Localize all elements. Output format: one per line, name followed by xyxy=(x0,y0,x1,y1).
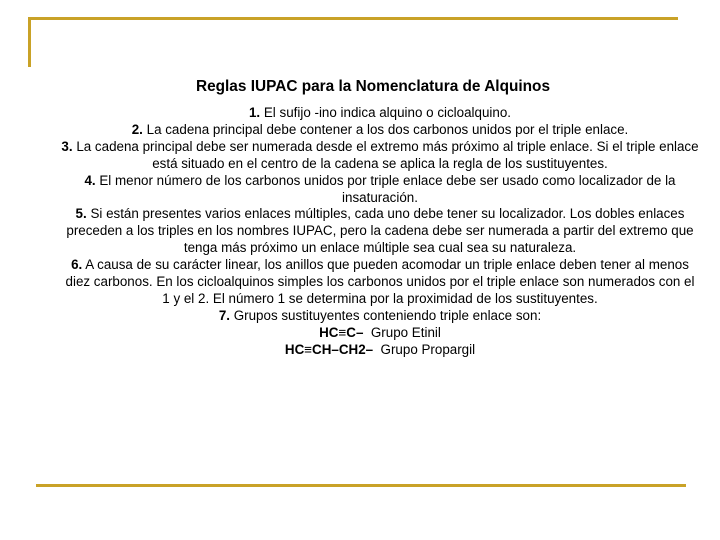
rule-number: 6. xyxy=(71,257,83,273)
rule-number: 5. xyxy=(75,206,87,222)
rule-text: El menor número de los carbonos unidos por triple enlace debe ser usado como localizador de la insaturación. xyxy=(99,172,676,205)
rule-7 xyxy=(60,308,700,325)
rule-text: Si están presentes varios enlaces múltiples, cada uno debe tener su localizador. Los dobles enlaces preceden a los triples en los nombres IUPAC, pero la cadena debe ser numerada a partir del extremo que tenga más próximo un enlace múltiple sea cual sea su naturaleza. xyxy=(66,206,694,256)
rule-text: La cadena principal debe ser numerada desde el extremo más próximo al triple enlace. Si el triple enlace está situado en el centro de la cadena se aplica la regla de los sustituyentes. xyxy=(76,138,699,171)
frame-top-line xyxy=(28,17,678,20)
slide-title: Reglas IUPAC para la Nomenclatura de Alquinos xyxy=(195,78,551,95)
frame-bottom-line xyxy=(36,484,686,487)
rule-number: 4. xyxy=(84,172,96,188)
rule-6 xyxy=(60,257,700,308)
rule-number: 3. xyxy=(61,138,73,154)
rule-3 xyxy=(60,139,700,173)
group-row-etinil xyxy=(60,325,700,342)
group-name: Grupo Propargil xyxy=(380,341,476,357)
rule-4 xyxy=(60,173,700,207)
group-name: Grupo Etinil xyxy=(370,324,441,340)
group-formula: HC≡C– xyxy=(319,324,364,340)
group-row-propargil xyxy=(60,342,700,359)
rule-text: El sufijo -ino indica alquino o cicloalquino. xyxy=(263,105,512,120)
rule-text: A causa de su carácter linear, los anillos que pueden acomodar un triple enlace deben tener al menos diez carbonos. En los cicloalquinos simples los carbonos unidos por el triple enlace son numerados con el 1 y el 2. El número 1 se determina por la proximidad de los sustituyentes. xyxy=(65,257,695,306)
rule-2 xyxy=(60,122,700,139)
rule-number: 2. xyxy=(131,121,143,137)
group-formula: HC≡CH–CH2– xyxy=(284,341,374,357)
slide-content xyxy=(60,77,700,359)
rule-text: Grupos sustituyentes conteniendo triple enlace son: xyxy=(233,307,542,323)
rule-text: La cadena principal debe contener a los dos carbonos unidos por el triple enlace. xyxy=(146,121,629,137)
rule-number: 1. xyxy=(248,105,261,120)
rule-1 xyxy=(60,105,700,122)
rule-number: 7. xyxy=(218,307,230,323)
frame-left-line xyxy=(28,17,31,67)
rule-5 xyxy=(60,206,700,257)
